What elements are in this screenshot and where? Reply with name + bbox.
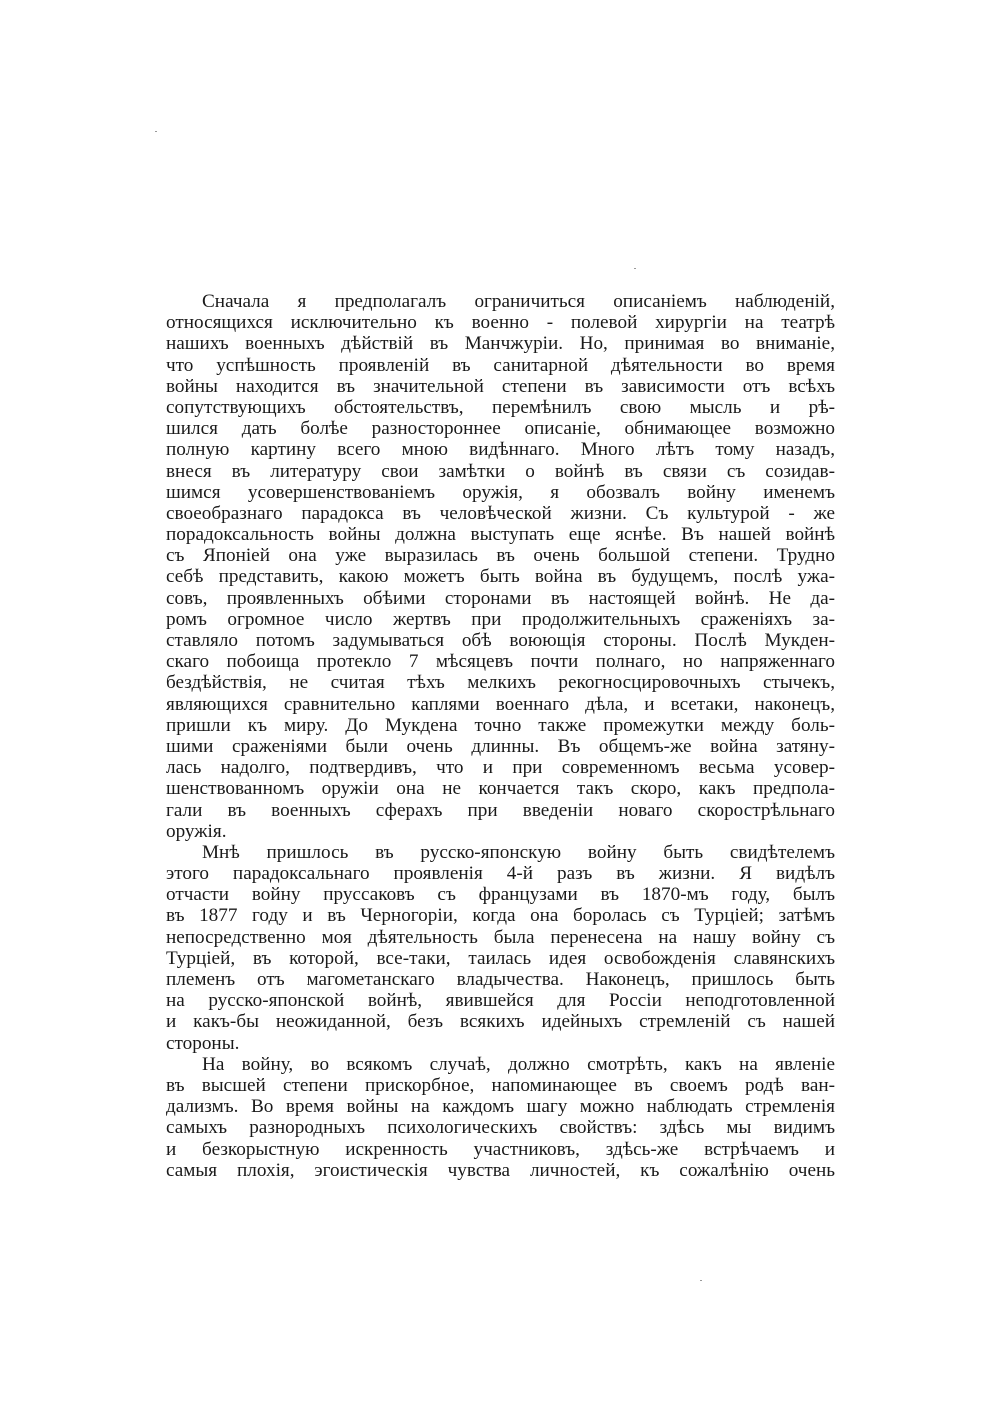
text-line: и безкорыстную искренность участниковъ, здѣсь-же встрѣчаемъ и — [166, 1138, 835, 1160]
document-page-text — [166, 291, 835, 1181]
text-line: самыхъ разнородныхъ психологическихъ свойствъ: здѣсь мы видимъ — [166, 1117, 835, 1139]
text-line: порадоксальность войны должна выступать еще яснѣе. Въ нашей войнѣ — [166, 524, 835, 546]
text-line: и какъ-бы неожиданной, безъ всякихъ идейныхъ стремленій съ нашей — [166, 1011, 835, 1033]
text-line: шими сраженіями были очень длинны. Въ общемъ-же война затяну- — [166, 735, 835, 757]
text-line: лась надолго, подтвердивъ, что и при современномъ весьма усовер- — [166, 757, 835, 779]
text-line: на русско-японской войнѣ, явившейся для Россіи неподготовленной — [166, 990, 835, 1012]
text-line: ромъ огромное число жертвъ при продолжительныхъ сраженіяхъ за- — [166, 608, 835, 630]
text-line: бездѣйствія, не считая тѣхъ мелкихъ рекогносцировочныхъ стычекъ, — [166, 672, 835, 694]
text-line: совъ, проявленныхъ обѣими сторонами въ настоящей войнѣ. Не да- — [166, 587, 835, 609]
paragraph — [166, 842, 835, 1054]
text-line: являющихся сравнительно каплями военнаго дѣла, и всетаки, наконецъ, — [166, 693, 835, 715]
text-line: гали въ военныхъ сферахъ при введеніи новаго скорострѣльнаго — [166, 799, 835, 821]
text-line: шимся усовершенствованіемъ оружія, я обозвалъ войну именемъ — [166, 481, 835, 503]
scan-speck — [634, 268, 636, 269]
text-line: непосредственно моя дѣятельность была перенесена на нашу войну съ — [166, 926, 835, 948]
text-line: своеобразнаго парадокса въ человѣческой жизни. Съ культурой - же — [166, 502, 835, 524]
text-line: племенъ отъ магометанскаго владычества. Наконецъ, пришлось быть — [166, 969, 835, 990]
text-line: сопутствующихъ обстоятельствъ, перемѣнилъ свою мысль и рѣ- — [166, 396, 835, 418]
text-line: Турціей, въ которой, все-таки, таилась идея освобожденія славянскихъ — [166, 947, 835, 969]
text-line: самыя плохія, эгоистическія чувства личностей, къ сожалѣнію очень — [166, 1159, 835, 1181]
text-line: съ Японіей она уже выразилась въ очень большой степени. Трудно — [166, 545, 835, 567]
text-line: себѣ представить, какою можетъ быть война въ будущемъ, послѣ ужа- — [166, 566, 835, 588]
text-line: нашихъ военныхъ дѣйствій въ Манчжуріи. Но, принимая во вниманіе, — [166, 333, 835, 355]
paragraph — [166, 1054, 835, 1181]
text-line: въ высшей степени прискорбное, напоминающее въ своемъ родѣ ван- — [166, 1074, 835, 1096]
text-line: отчасти войну пруссаковъ съ французами въ 1870-мъ году, былъ — [166, 884, 835, 906]
text-line: пришли къ миру. До Мукдена точно также промежутки между боль- — [166, 714, 835, 736]
text-line: войны находится въ значительной степени въ зависимости отъ всѣхъ — [166, 375, 835, 397]
text-line: шился дать болѣе разностороннее описаніе, обнимающее возможно — [166, 418, 835, 440]
text-line: Мнѣ пришлось въ русско-японскую войну быть свидѣтелемъ — [202, 841, 835, 863]
scan-speck — [700, 1280, 702, 1281]
text-line: что успѣшность проявленій въ санитарной дѣятельности во время — [166, 354, 835, 376]
text-line: ставляло потомъ задумываться обѣ воюющія стороны. Послѣ Мукден- — [166, 630, 835, 651]
text-line: Сначала я предполагалъ ограничиться описаніемъ наблюденій, — [202, 291, 835, 312]
text-line: оружія. — [166, 820, 227, 842]
text-line: этого парадоксальнаго проявленія 4-й разъ въ жизни. Я видѣлъ — [166, 863, 835, 885]
text-line: внеся въ литературу свои замѣтки о войнѣ въ связи съ созидав- — [166, 460, 835, 482]
text-line: скаго побоища протекло 7 мѣсяцевъ почти полнаго, но напряженнаго — [166, 651, 835, 673]
text-line: полную картину всего мною видѣннаго. Много лѣтъ тому назадъ, — [166, 439, 835, 461]
text-line: относящихся исключительно къ военно - полевой хирургіи на театрѣ — [166, 312, 835, 334]
text-line: въ 1877 году и въ Черногоріи, когда она боролась съ Турціей; затѣмъ — [166, 905, 835, 927]
paragraph — [166, 291, 835, 842]
text-line: стороны. — [166, 1032, 240, 1054]
text-line: дализмъ. Во время войны на каждомъ шагу можно наблюдать стремленія — [166, 1096, 835, 1118]
text-line: На войну, во всякомъ случаѣ, должно смотрѣть, какъ на явленіе — [202, 1053, 835, 1075]
scan-speck — [155, 131, 157, 132]
text-line: шенствованномъ оружіи она не кончается такъ скоро, какъ предпола- — [166, 778, 835, 800]
